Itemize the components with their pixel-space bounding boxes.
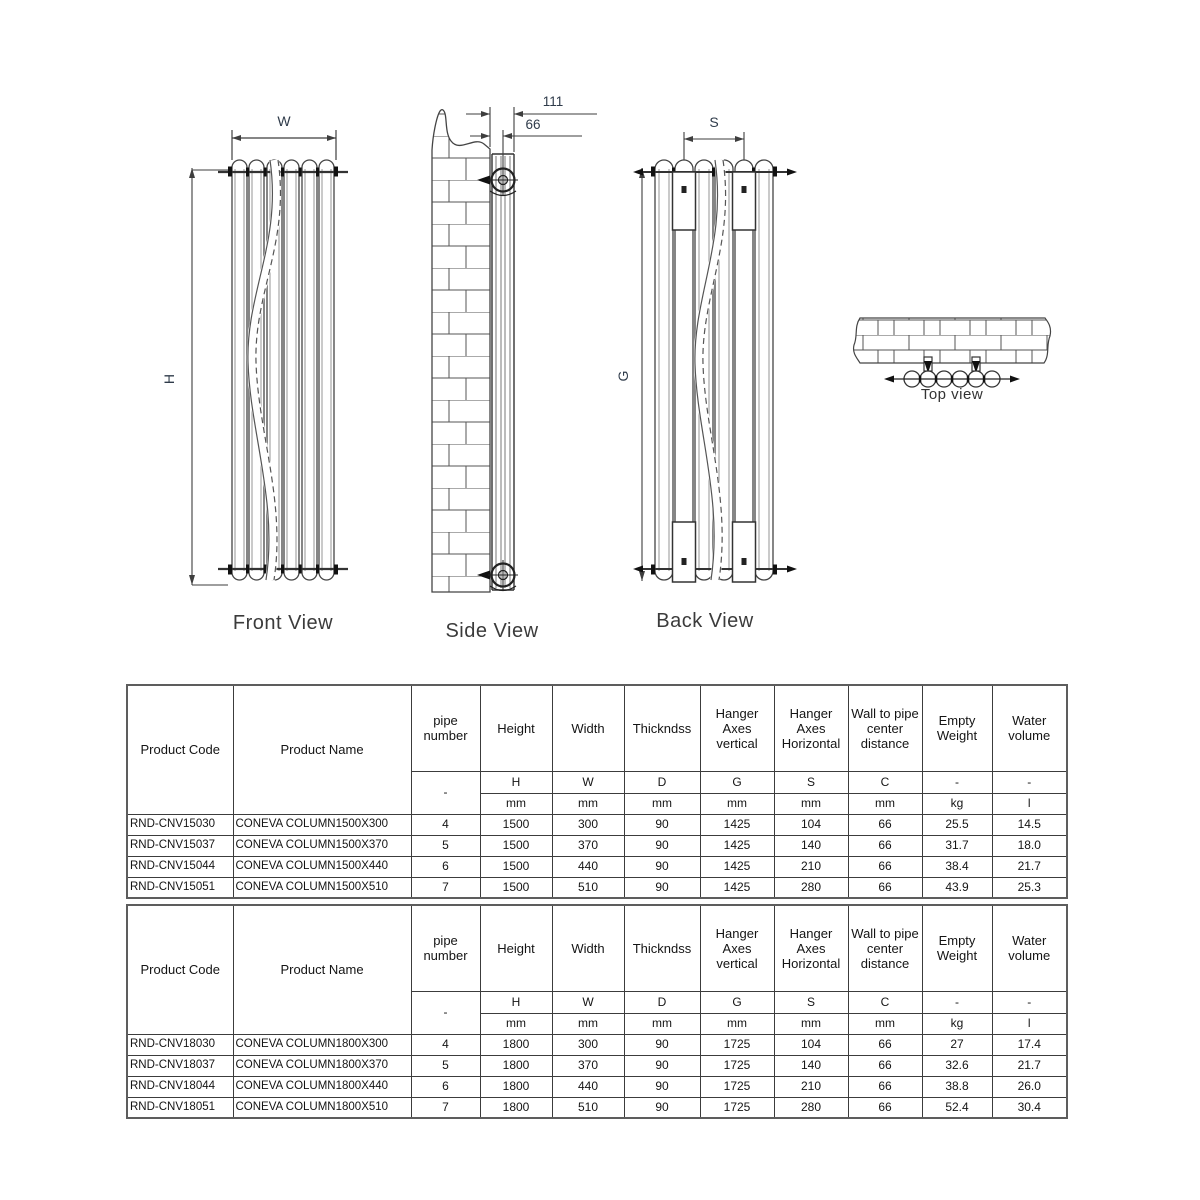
cell: mm [552,1013,624,1034]
cell: CONEVA COLUMN1500X370 [233,835,411,856]
cell: 440 [552,856,624,877]
cell: 26.0 [992,1076,1067,1097]
cell: - [411,771,480,814]
cell: 1725 [700,1076,774,1097]
cell: 210 [774,1076,848,1097]
cell: mm [848,1013,922,1034]
cell: RND-CNV15051 [127,877,233,898]
cell: l [992,1013,1067,1034]
cell: 7 [411,1097,480,1118]
cell: 66 [848,856,922,877]
g-dimension-label: G [615,370,631,382]
back-g-dimension [639,168,645,581]
cell: 280 [774,877,848,898]
cell: 7 [411,877,480,898]
col-header: Height [480,685,552,771]
cell: kg [922,793,992,814]
cell: 510 [552,877,624,898]
cell: 17.4 [992,1034,1067,1055]
cell: C [848,991,922,1013]
cell: 90 [624,1076,700,1097]
col-header: Width [552,685,624,771]
col-header: Hanger Axes Horizontal [774,905,848,991]
cell: 4 [411,1034,480,1055]
cell: mm [774,793,848,814]
cell: 38.8 [922,1076,992,1097]
cell: 280 [774,1097,848,1118]
cell: 31.7 [922,835,992,856]
cell: C [848,771,922,793]
cell: CONEVA COLUMN1500X300 [233,814,411,835]
cell: 1425 [700,835,774,856]
cell: 66 [848,814,922,835]
col-header: Product Name [233,905,411,1034]
side-view-drawing [420,92,615,612]
cell: 1800 [480,1076,552,1097]
cell: S [774,771,848,793]
cell: CONEVA COLUMN1500X510 [233,877,411,898]
cell: 21.7 [992,1055,1067,1076]
cell: 1800 [480,1055,552,1076]
cell: 140 [774,1055,848,1076]
cell: RND-CNV15037 [127,835,233,856]
cell: G [700,991,774,1013]
cell: 210 [774,856,848,877]
col-header: Empty Weight [922,905,992,991]
cell: 30.4 [992,1097,1067,1118]
w-dimension-label: W [277,113,291,129]
cell: RND-CNV18051 [127,1097,233,1118]
wall-plan-section [854,318,1051,363]
cell: 5 [411,835,480,856]
cell: 1500 [480,835,552,856]
cell: - [922,991,992,1013]
cell: D [624,771,700,793]
cell: 370 [552,1055,624,1076]
table-row [127,856,1067,877]
cell: 300 [552,1034,624,1055]
col-header: Product Name [233,685,411,814]
cell: 38.4 [922,856,992,877]
cell: - [992,771,1067,793]
front-view-drawing [150,92,400,607]
cell: CONEVA COLUMN1800X510 [233,1097,411,1118]
cell: mm [700,793,774,814]
cell: 32.6 [922,1055,992,1076]
col-header: Hanger Axes vertical [700,905,774,991]
table-row [127,1034,1067,1055]
cell: 104 [774,814,848,835]
cell: 66 [848,877,922,898]
cell: H [480,771,552,793]
cell: mm [848,793,922,814]
spec-tables [126,684,1068,1119]
cell: 4 [411,814,480,835]
col-header: Water volume [992,905,1067,991]
spec-table-1500 [126,684,1068,899]
cell: mm [624,1013,700,1034]
cell: 1800 [480,1097,552,1118]
cell: 90 [624,835,700,856]
cell: 25.5 [922,814,992,835]
cell: 6 [411,1076,480,1097]
cell: 440 [552,1076,624,1097]
back-view-label: Back View [656,610,754,632]
cell: 90 [624,877,700,898]
cell: 90 [624,856,700,877]
cell: D [624,991,700,1013]
col-header: Width [552,905,624,991]
header-row [127,685,1067,771]
cell: - [922,771,992,793]
spec-table-1800 [126,904,1068,1119]
col-header: Product Code [127,685,233,814]
cell: CONEVA COLUMN1500X440 [233,856,411,877]
cell: 66 [848,835,922,856]
cell: W [552,771,624,793]
cell: mm [552,793,624,814]
col-header: Thickndss [624,905,700,991]
cell: 1500 [480,814,552,835]
col-header: Hanger Axes vertical [700,685,774,771]
cell: CONEVA COLUMN1800X300 [233,1034,411,1055]
cell: S [774,991,848,1013]
cell: 52.4 [922,1097,992,1118]
table-row [127,814,1067,835]
cell: 104 [774,1034,848,1055]
cell: 300 [552,814,624,835]
cell: 510 [552,1097,624,1118]
cell: kg [922,1013,992,1034]
dim-66-label: 66 [525,117,541,132]
cell: 1725 [700,1097,774,1118]
cell: H [480,991,552,1013]
col-header: pipe number [411,685,480,771]
cell: mm [700,1013,774,1034]
cell: mm [624,793,700,814]
cell: W [552,991,624,1013]
cell: 1500 [480,877,552,898]
cell: RND-CNV15030 [127,814,233,835]
table-row [127,835,1067,856]
header-row [127,905,1067,991]
cell: 27 [922,1034,992,1055]
cell: 21.7 [992,856,1067,877]
front-radiator-tubes [232,160,334,580]
col-header: pipe number [411,905,480,991]
cell: 66 [848,1097,922,1118]
cell: 14.5 [992,814,1067,835]
dim-111-label: 111 [542,94,564,109]
front-view-label: Front View [232,612,334,634]
cell: 66 [848,1055,922,1076]
cell: 90 [624,1034,700,1055]
col-header: Wall to pipe center distance [848,685,922,771]
cell: RND-CNV15044 [127,856,233,877]
table-row [127,1055,1067,1076]
side-view-label: Side View [445,620,539,642]
cell: 66 [848,1034,922,1055]
cell: CONEVA COLUMN1800X370 [233,1055,411,1076]
cell: mm [480,793,552,814]
cell: 6 [411,856,480,877]
cell: - [992,991,1067,1013]
col-header: Wall to pipe center distance [848,905,922,991]
cell: 1725 [700,1055,774,1076]
cell: 140 [774,835,848,856]
wall-section [432,110,490,592]
col-header: Empty Weight [922,685,992,771]
cell: RND-CNV18044 [127,1076,233,1097]
cell: 1500 [480,856,552,877]
cell: G [700,771,774,793]
cell: mm [480,1013,552,1034]
top-view-label: Top view [920,386,984,403]
col-header: Height [480,905,552,991]
cell: 1725 [700,1034,774,1055]
h-dimension-label: H [161,373,177,385]
cell: l [992,793,1067,814]
cell: 90 [624,1055,700,1076]
cell: 1425 [700,814,774,835]
table-row [127,1097,1067,1118]
cell: 43.9 [922,877,992,898]
cell: 370 [552,835,624,856]
back-view-drawing [615,92,865,612]
table-row [127,1076,1067,1097]
cell: 1425 [700,877,774,898]
cell: - [411,991,480,1034]
cell: 1800 [480,1034,552,1055]
cell: CONEVA COLUMN1800X440 [233,1076,411,1097]
front-w-dimension [232,130,336,160]
cell: RND-CNV18030 [127,1034,233,1055]
cell: 90 [624,814,700,835]
cell: RND-CNV18037 [127,1055,233,1076]
top-view-drawing [840,305,1080,390]
cell: 18.0 [992,835,1067,856]
col-header: Thickndss [624,685,700,771]
col-header: Hanger Axes Horizontal [774,685,848,771]
cell: 25.3 [992,877,1067,898]
col-header: Product Code [127,905,233,1034]
back-s-dimension [684,132,744,170]
cell: 66 [848,1076,922,1097]
cell: 5 [411,1055,480,1076]
col-header: Water volume [992,685,1067,771]
table-row [127,877,1067,898]
cell: 1425 [700,856,774,877]
s-dimension-label: S [709,114,719,130]
front-h-dimension [189,168,230,585]
cell: 90 [624,1097,700,1118]
side-radiator-slab [492,154,514,590]
cell: mm [774,1013,848,1034]
